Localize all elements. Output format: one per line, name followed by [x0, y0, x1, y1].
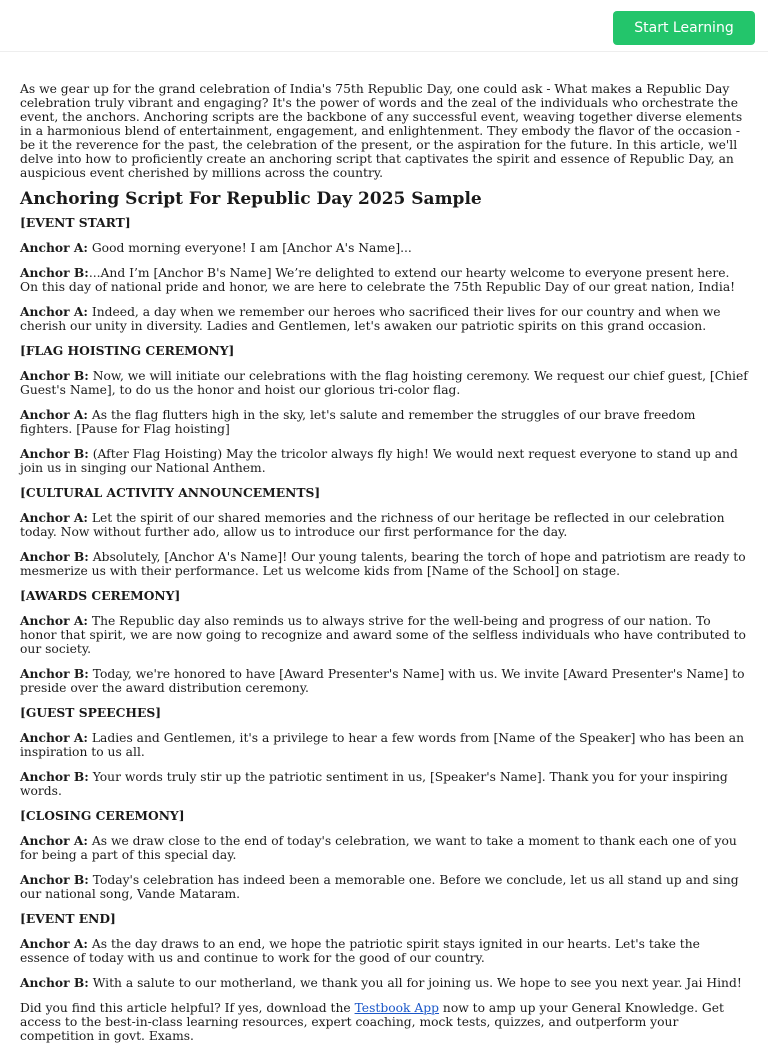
- dialogue-line: [20, 241, 749, 255]
- speaker-label: Anchor A:: [20, 304, 88, 319]
- dialogue-text: ...And I’m [Anchor B's Name] We’re delighted to extend our hearty welcome to everyone present here. On this day of national pride and honor, we are here to celebrate the 75th Republic Day of our great nation, India!: [20, 266, 736, 294]
- dialogue-text: As the flag flutters high in the sky, let's salute and remember the struggles of our brave freedom fighters. [Pause for Flag hoisting]: [20, 408, 696, 436]
- speaker-label: Anchor A:: [20, 833, 88, 848]
- section-label: [CLOSING CEREMONY]: [20, 808, 185, 823]
- dialogue-line: [20, 976, 749, 990]
- dialogue-text: Today's celebration has indeed been a memorable one. Before we conclude, let us all stand up and sing our national song, Vande Mataram.: [20, 873, 739, 901]
- dialogue-line: [20, 834, 749, 862]
- dialogue-text: Your words truly stir up the patriotic sentiment in us, [Speaker's Name]. Thank you for your inspiring words.: [20, 770, 728, 798]
- dialogue-line: [20, 873, 749, 901]
- speaker-label: Anchor B:: [20, 975, 89, 990]
- speaker-label: Anchor B:: [20, 549, 89, 564]
- speaker-label: Anchor B:: [20, 265, 89, 280]
- article-heading: Anchoring Script For Republic Day 2025 Sample: [20, 189, 482, 209]
- speaker-label: Anchor B:: [20, 368, 89, 383]
- speaker-label: Anchor B:: [20, 769, 89, 784]
- top-bar: [0, 0, 768, 52]
- speaker-label: Anchor A:: [20, 240, 88, 255]
- anchoring-script: [20, 216, 749, 990]
- dialogue-line: [20, 550, 749, 578]
- outro-text-after: now to amp up your General Knowledge. Get access to the best-in-class learning resources, expert coaching, mock tests, quizzes, and outperform your competition in govt. Exams.: [20, 1001, 724, 1043]
- section-label: [FLAG HOISTING CEREMONY]: [20, 343, 235, 358]
- speaker-label: Anchor B:: [20, 446, 89, 461]
- dialogue-text: Good morning everyone! I am [Anchor A's Name]...: [87, 241, 412, 255]
- speaker-label: Anchor A:: [20, 407, 88, 422]
- dialogue-line: [20, 614, 749, 656]
- dialogue-line: [20, 266, 749, 294]
- start-learning-button[interactable]: Start Learning: [613, 11, 755, 45]
- dialogue-line: [20, 667, 749, 695]
- outro-text-before: Did you find this article helpful? If yes, download the: [20, 1001, 355, 1015]
- dialogue-text: Let the spirit of our shared memories and the richness of our heritage be reflected in our celebration today. Now without further ado, allow us to introduce our first performance for the day.: [20, 511, 725, 539]
- outro-paragraph: [20, 1001, 749, 1043]
- intro-paragraph: As we gear up for the grand celebration of India's 75th Republic Day, one could ask - What makes a Republic Day celebration truly vibrant and engaging? It's the power of words and the zeal of the individuals who orchestrate the event, the anchors. Anchoring scripts are the backbone of any successful event, weaving together diverse elements in a harmonious blend of entertainment, engagement, and enlightenment. They embody the flavor of the occasion - be it the reverence for the past, the celebration of the present, or the aspiration for the future. In this article, we'll delve into how to proficiently create an anchoring script that captivates the spirit and essence of Republic Day, an auspicious event cherished by millions across the country.: [20, 82, 743, 180]
- speaker-label: Anchor B:: [20, 872, 89, 887]
- dialogue-line: [20, 447, 749, 475]
- dialogue-text: Absolutely, [Anchor A's Name]! Our young talents, bearing the torch of hope and patriotism are ready to mesmerize us with their performance. Let us welcome kids from [Name of the School] on stage.: [20, 550, 746, 578]
- dialogue-text: As the day draws to an end, we hope the patriotic spirit stays ignited in our hearts. Let's take the essence of today with us and continue to work for the good of our country.: [20, 937, 700, 965]
- speaker-label: Anchor A:: [20, 613, 88, 628]
- dialogue-line: [20, 369, 749, 397]
- testbook-app-link[interactable]: Testbook App: [354, 1001, 440, 1015]
- section-label: [EVENT START]: [20, 215, 131, 230]
- dialogue-line: [20, 770, 749, 798]
- dialogue-line: [20, 731, 749, 759]
- speaker-label: Anchor A:: [20, 510, 88, 525]
- section-label: [GUEST SPEECHES]: [20, 705, 162, 720]
- dialogue-text: With a salute to our motherland, we thank you all for joining us. We hope to see you next year. Jai Hind!: [88, 976, 742, 990]
- dialogue-text: Indeed, a day when we remember our heroes who sacrificed their lives for our country and when we cherish our unity in diversity. Ladies and Gentlemen, let's awaken our patriotic spirits on this grand occasion.: [20, 305, 721, 333]
- speaker-label: Anchor A:: [20, 730, 88, 745]
- dialogue-text: Ladies and Gentlemen, it's a privilege to hear a few words from [Name of the Speaker] who has been an inspiration to us all.: [20, 731, 745, 759]
- speaker-label: Anchor B:: [20, 666, 89, 681]
- speaker-label: Anchor A:: [20, 936, 88, 951]
- dialogue-line: [20, 511, 749, 539]
- section-label: [CULTURAL ACTIVITY ANNOUNCEMENTS]: [20, 485, 321, 500]
- dialogue-line: [20, 408, 749, 436]
- dialogue-text: Now, we will initiate our celebrations with the flag hoisting ceremony. We request our chief guest, [Chief Guest's Name], to do us the honor and hoist our glorious tri-color flag.: [20, 369, 748, 397]
- dialogue-text: Today, we're honored to have [Award Presenter's Name] with us. We invite [Award Presenter's Name] to preside over the award distribution ceremony.: [20, 667, 745, 695]
- dialogue-line: [20, 937, 749, 965]
- article-body: [0, 52, 768, 1043]
- section-label: [EVENT END]: [20, 911, 116, 926]
- section-label: [AWARDS CEREMONY]: [20, 588, 181, 603]
- dialogue-text: As we draw close to the end of today's celebration, we want to take a moment to thank each one of you for being a part of this special day.: [20, 834, 737, 862]
- dialogue-text: The Republic day also reminds us to always strive for the well-being and progress of our nation. To honor that spirit, we are now going to recognize and award some of the selfless individuals who have contributed to our society.: [20, 614, 746, 656]
- dialogue-text: (After Flag Hoisting) May the tricolor always fly high! We would next request everyone to stand up and join us in singing our National Anthem.: [20, 447, 738, 475]
- dialogue-line: [20, 305, 749, 333]
